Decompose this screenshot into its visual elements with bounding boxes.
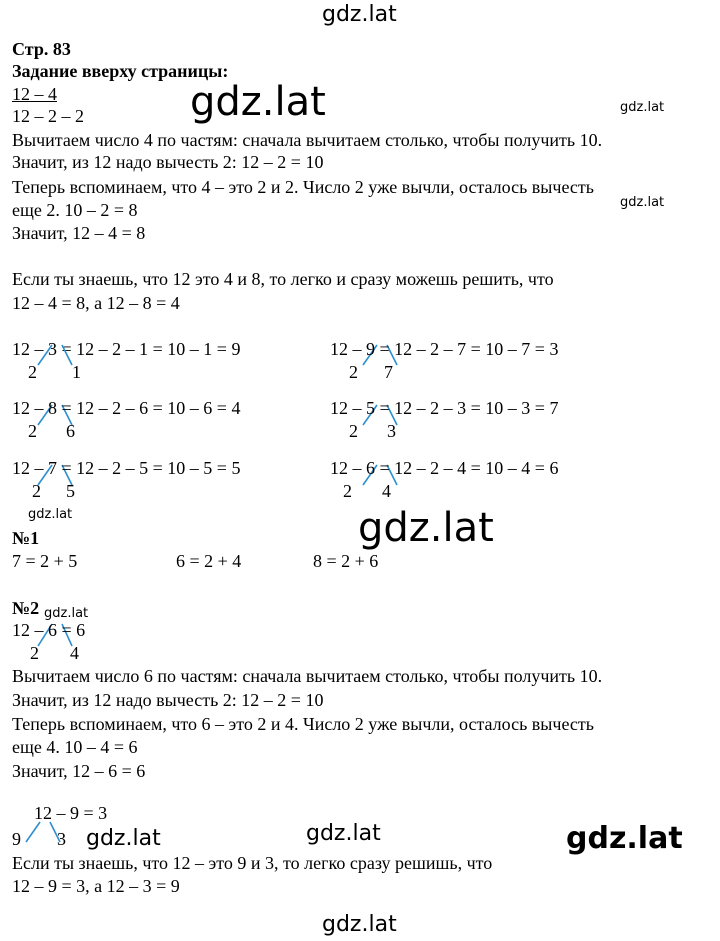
intro-line: 12 – 4 = 8, а 12 – 8 = 4 [12, 293, 180, 313]
intro-line: Значит, 12 – 4 = 8 [12, 223, 146, 243]
split-part: 2 [349, 362, 358, 382]
task2-line: Значит, 12 – 6 = 6 [12, 761, 146, 781]
task1-title: №1 [12, 528, 40, 548]
task2-line: Значит, из 12 надо вычесть 2: 12 – 2 = 10 [12, 690, 324, 710]
task2-line: Теперь вспоминаем, что 6 – это 2 и 4. Число 2 уже вычли, осталось вычесть [12, 714, 594, 734]
split-part: 2 [28, 421, 37, 441]
split-part: 5 [66, 481, 75, 501]
split-part: 3 [387, 421, 396, 441]
task1-equation: 8 = 2 + 6 [313, 551, 379, 571]
intro-line: Значит, из 12 надо вычесть 2: 12 – 2 = 10 [12, 152, 324, 172]
split-part: 6 [66, 421, 75, 441]
task1-equation: 6 = 2 + 4 [176, 551, 242, 571]
task2-line: Вычитаем число 6 по частям: сначала вычитаем столько, чтобы получить 10. [12, 666, 603, 686]
watermark: gdz.lat [28, 507, 73, 522]
intro-line: Вычитаем число 4 по частям: сначала вычитаем столько, чтобы получить 10. [12, 130, 603, 150]
task2-title: №2 [12, 598, 40, 618]
watermark: gdz.lat [358, 505, 494, 551]
split-part: 2 [30, 643, 39, 663]
split-part: 9 [12, 829, 21, 849]
watermark: gdz.lat [620, 195, 665, 210]
split-part: 4 [382, 481, 391, 501]
split-part: 3 [57, 829, 66, 849]
split-part: 2 [32, 481, 41, 501]
watermark: gdz.lat [322, 2, 397, 27]
example-expression: 12 – 6 = 12 – 2 – 4 = 10 – 4 = 6 [330, 458, 559, 478]
intro-expression: 12 – 4 [12, 84, 57, 104]
split-branch [0, 0, 1, 1]
watermark: gdz.lat [566, 821, 683, 856]
split-part: 2 [343, 481, 352, 501]
split-part: 1 [72, 362, 81, 382]
split-part: 4 [70, 643, 79, 663]
split-part: 7 [384, 362, 393, 382]
task2-line: еще 4. 10 – 4 = 6 [12, 737, 138, 757]
example-expression: 12 – 7 = 12 – 2 – 5 = 10 – 5 = 5 [12, 458, 241, 478]
example-expression: 12 – 5 = 12 – 2 – 3 = 10 – 3 = 7 [330, 398, 559, 418]
task-heading: Задание вверху страницы: [12, 61, 229, 81]
example-expression: 12 – 3 = 12 – 2 – 1 = 10 – 1 = 9 [12, 339, 241, 359]
page-number: Стр. 83 [12, 39, 71, 59]
watermark: gdz.lat [322, 912, 397, 937]
watermark: gdz.lat [86, 826, 161, 851]
intro-line: Теперь вспоминаем, что 4 – это 2 и 2. Число 2 уже вычли, осталось вычесть [12, 177, 594, 197]
split-part: 2 [28, 362, 37, 382]
watermark: gdz.lat [190, 79, 326, 125]
task2-line: Если ты знаешь, что 12 – это 9 и 3, то легко сразу решишь, что [12, 853, 493, 873]
intro-line: Если ты знаешь, что 12 это 4 и 8, то легко и сразу можешь решить, что [12, 269, 554, 289]
intro-line: еще 2. 10 – 2 = 8 [12, 200, 138, 220]
task2-line: 12 – 9 = 3, а 12 – 3 = 9 [12, 876, 180, 896]
task1-equation: 7 = 2 + 5 [12, 551, 78, 571]
task2-expression: 12 – 9 = 3 [34, 803, 108, 823]
watermark: gdz.lat [44, 606, 89, 621]
watermark: gdz.lat [620, 100, 665, 115]
example-expression: 12 – 8 = 12 – 2 – 6 = 10 – 6 = 4 [12, 398, 241, 418]
split-part: 2 [349, 421, 358, 441]
example-expression: 12 – 9 = 12 – 2 – 7 = 10 – 7 = 3 [330, 339, 559, 359]
task2-expression: 12 – 6 = 6 [12, 620, 86, 640]
watermark: gdz.lat [306, 821, 381, 846]
intro-line: 12 – 2 – 2 [12, 106, 84, 126]
